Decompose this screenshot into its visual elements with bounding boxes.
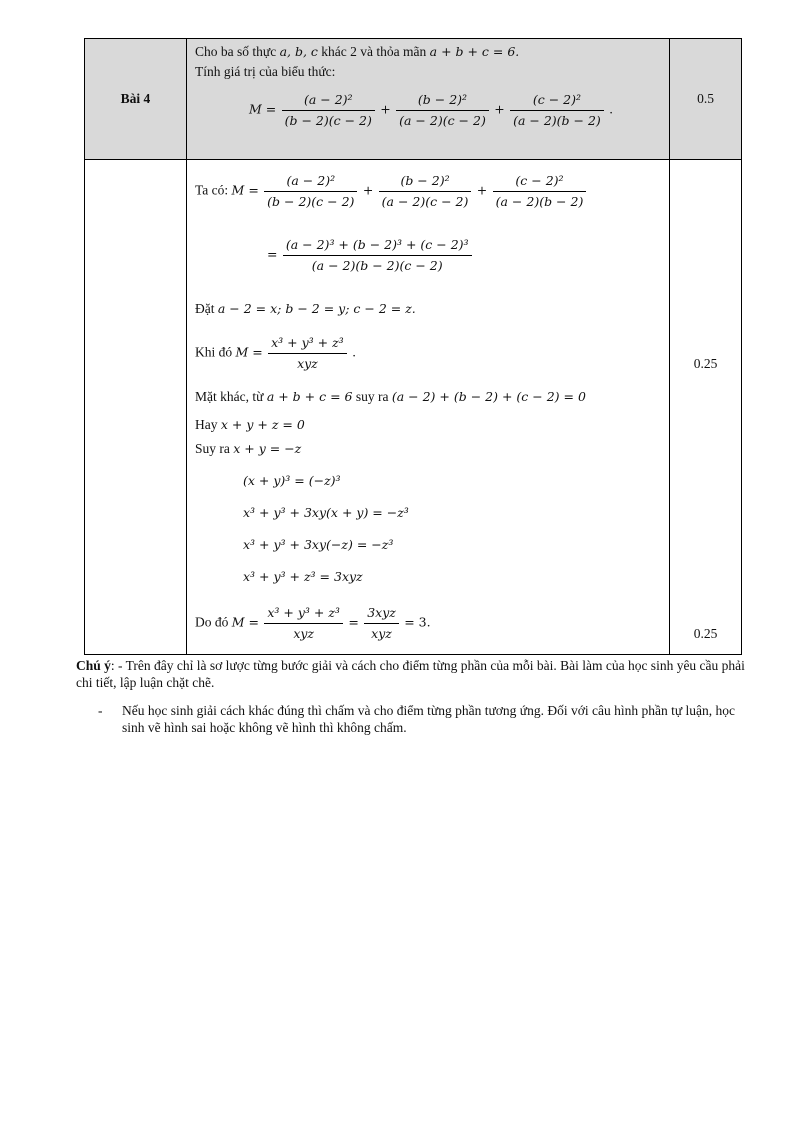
l4-prefix: Khi đó — [195, 344, 233, 360]
l7-prefix: Suy ra — [195, 441, 230, 456]
fraction-2-num: (b − 2)² — [396, 91, 489, 111]
intro-vars: a, b, c — [279, 44, 318, 59]
solution-line-9: x³ + y³ + 3xy(x + y) = −z³ — [243, 505, 409, 520]
solution-line-3 — [195, 300, 416, 318]
problem-statement — [187, 39, 670, 160]
l12-lhs: M = — [231, 614, 259, 630]
fraction-1 — [282, 91, 375, 130]
solution-line-1 — [195, 172, 588, 211]
l1-fraction-1-den: (b − 2)(c − 2) — [267, 194, 355, 209]
l12-den-1: xyz — [293, 626, 315, 641]
l4-den: xyz — [297, 356, 318, 371]
solution-content — [187, 160, 670, 655]
l7-math: x + y = −z — [233, 441, 302, 456]
problem-expression — [249, 91, 613, 130]
l2-eq: = — [267, 246, 278, 262]
solution-points-1: 0.25 — [693, 356, 718, 371]
plus-sign: + — [380, 101, 391, 117]
l1-fraction-2-num: (b − 2)² — [379, 172, 472, 192]
fraction-2-den: (a − 2)(c − 2) — [399, 113, 486, 128]
l12-num-1: x³ + y³ + z³ — [264, 604, 343, 624]
solution-points-2: 0.25 — [693, 626, 718, 641]
plus-sign: + — [362, 182, 374, 198]
l4-lhs: M = — [235, 344, 263, 360]
l6-math: x + y + z = 0 — [220, 417, 305, 432]
bullet-dash: - — [98, 703, 103, 718]
l1-fraction-3 — [493, 172, 587, 211]
l12-fraction-1 — [264, 604, 343, 643]
expr-lhs: M = — [249, 101, 277, 117]
solution-line-10: x³ + y³ + 3xy(−z) = −z³ — [243, 537, 394, 552]
grading-note — [76, 657, 756, 691]
l1-fraction-1 — [264, 172, 357, 211]
l12-eq: = — [348, 614, 359, 630]
l1-fraction-1-num: (a − 2)² — [264, 172, 357, 192]
bullet-text: Nếu học sinh giải cách khác đúng thì chấm và cho điểm từng phần tương ứng. Đối với câu hình phần tự luận, học sinh vẽ hình sai hoặc không vẽ hình thì không chấm. — [122, 703, 736, 735]
solution-line-7 — [195, 440, 301, 458]
problem-label: Bài 4 — [85, 39, 187, 160]
l3-prefix: Đặt — [195, 301, 215, 316]
l6-prefix: Hay — [195, 417, 218, 432]
l12-num-2: 3xyz — [364, 604, 399, 624]
l12-prefix: Do đó — [195, 614, 229, 630]
l5-cond: a + b + c = 6 — [266, 389, 353, 404]
solution-line-11: x³ + y³ + z³ = 3xyz — [243, 569, 363, 584]
l3-math: a − 2 = x; b − 2 = y; c − 2 = z. — [217, 301, 416, 316]
plus-sign: + — [494, 101, 505, 117]
intro-condition: a + b + c = 6. — [429, 44, 520, 59]
l12-den-2: xyz — [371, 626, 392, 641]
note-title: Chú ý — [76, 658, 111, 673]
solution-line-6 — [195, 416, 305, 434]
plus-sign: + — [476, 182, 488, 198]
l1-fraction-3-den: (a − 2)(b − 2) — [495, 194, 584, 209]
solution-points-cell — [670, 160, 742, 655]
l4-end: . — [352, 344, 357, 360]
l5-math: (a − 2) + (b − 2) + (c − 2) = 0 — [391, 389, 586, 404]
solution-line-5 — [195, 388, 586, 406]
l1-fraction-3-num: (c − 2)² — [493, 172, 587, 192]
solution-label-cell — [85, 160, 187, 655]
solution-line-4 — [195, 334, 356, 373]
l12-end: = 3. — [404, 614, 431, 630]
intro-prefix: Cho ba số thực — [195, 44, 277, 59]
problem-task-line: Tính giá trị của biểu thức: — [195, 64, 336, 79]
l1-lhs: M = — [231, 182, 259, 198]
intro-middle: khác 2 và thỏa mãn — [321, 44, 427, 59]
l5-prefix: Mặt khác, từ — [195, 389, 264, 404]
expr-end: . — [609, 101, 614, 117]
solution-row — [85, 160, 742, 655]
fraction-3 — [510, 91, 604, 130]
l4-num: x³ + y³ + z³ — [268, 334, 347, 354]
l2-den: (a − 2)(b − 2)(c − 2) — [311, 258, 443, 273]
fraction-3-den: (a − 2)(b − 2) — [513, 113, 601, 128]
l2-fraction — [283, 236, 472, 275]
note-text: : - Trên đây chỉ là sơ lược từng bước giải và cách cho điểm từng phần của mỗi bài. Bài làm của học sinh yêu cầu phải chi tiết, lập luận chặt chẽ. — [76, 658, 745, 690]
fraction-2 — [396, 91, 489, 130]
l4-fraction — [268, 334, 347, 373]
solution-line-2 — [267, 236, 474, 275]
l1-fraction-2 — [379, 172, 472, 211]
solution-line-8: (x + y)³ = (−z)³ — [243, 473, 341, 488]
grading-table — [84, 38, 742, 655]
l12-fraction-2 — [364, 604, 399, 643]
problem-row — [85, 39, 742, 160]
problem-intro-line — [195, 43, 519, 61]
l2-num: (a − 2)³ + (b − 2)³ + (c − 2)³ — [283, 236, 472, 256]
l1-fraction-2-den: (a − 2)(c − 2) — [381, 194, 469, 209]
fraction-1-den: (b − 2)(c − 2) — [284, 113, 372, 128]
l5-mid: suy ra — [355, 389, 389, 404]
problem-points: 0.5 — [670, 39, 742, 160]
l1-prefix: Ta có: — [195, 182, 229, 198]
solution-line-12 — [195, 604, 431, 643]
fraction-3-num: (c − 2)² — [510, 91, 604, 111]
fraction-1-num: (a − 2)² — [282, 91, 375, 111]
